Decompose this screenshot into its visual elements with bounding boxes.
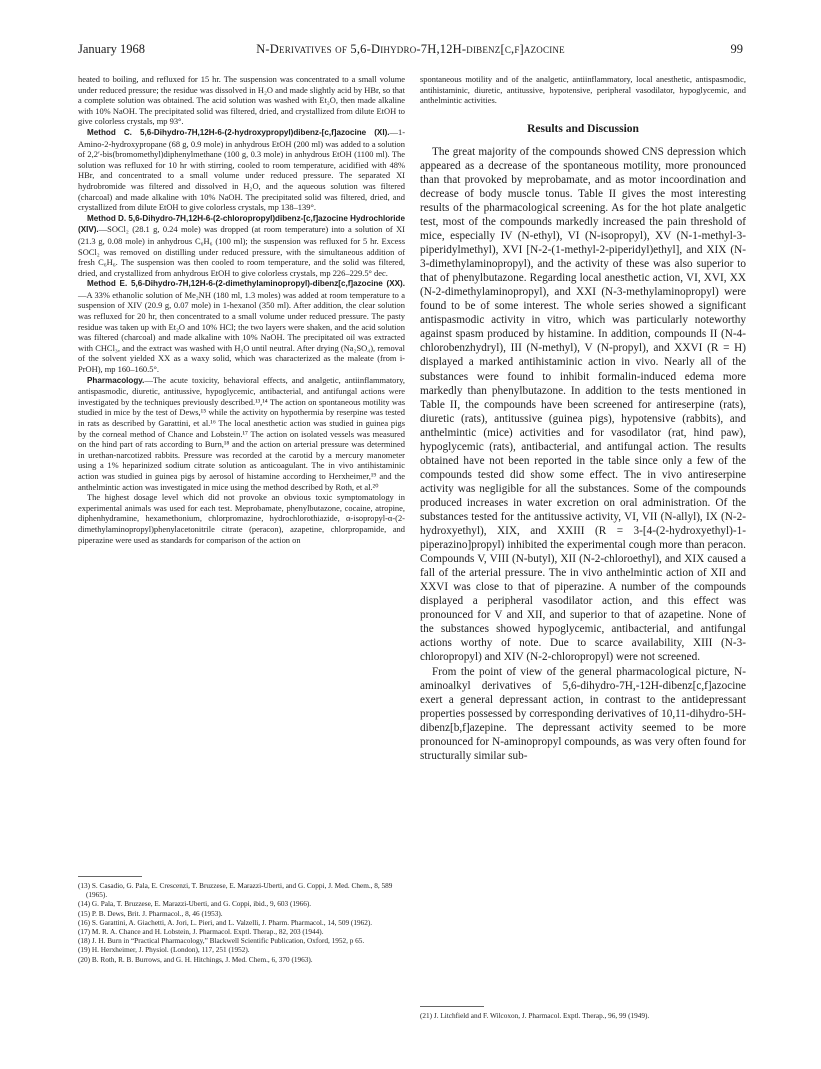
paragraph-pharmacology — [78, 375, 405, 493]
method-c-body: —1-Amino-2-hydroxypropane (68 g, 0.9 mole) in anhydrous EtOH (200 ml) was added to a solution of 2,2′-bis(bromomethyl)diphenylmethane (100 g, 0.3 mole) in anhydrous EtOH (1100 ml). The solution was refluxed for 10 hr with stirring, cooled to room temperature, acidified with 48% HBr, and concentrated to a small volume under reduced pressure. The separated XI hydrobromide was filtered and dissolved in H₂O, and the aqueous solution was filtered (charcoal) and made alkaline with 10% NaOH. The precipitated solid was filtered, dried, and crystallized from dilute EtOH to give colorless crystals, mp 138–139°. — [78, 126, 405, 213]
paragraph-method-e — [78, 278, 405, 374]
paragraph-method-b-end: heated to boiling, and refluxed for 15 hr. The suspension was concentrated to a small volume under reduced pressure; the residue was dissolved in H₂O and made slightly acid by HBr, so that a complete solution was obtained. The acid solution was washed with Et₂O, then made alkaline with 10% NaOH. The precipitated solid was filtered, dried, and crystallized from dilute EtOH to give colorless crystals, mp 93°. — [78, 74, 405, 127]
footnote-20: (20) B. Roth, R. B. Burrows, and G. H. Hitchings, J. Med. Chem., 6, 370 (1963). — [78, 955, 313, 964]
footnote-14: (14) G. Pala, T. Bruzzese, E. Marazzi-Uberti, and G. Coppi, ibid., 9, 603 (1966). — [78, 900, 312, 909]
footnote-18: (18) J. H. Burn in “Practical Pharmacology,” Blackwell Scientific Publication, Oxford, 1952, p 65. — [78, 937, 365, 946]
footnote-rule-left — [78, 876, 142, 877]
results-body-text — [420, 145, 746, 763]
footnote-16: (16) S. Garattini, A. Giachetti, A. Jori, L. Pieri, and L. Valzelli, J. Pharm. Pharmacol., 14, 509 (1962). — [78, 918, 373, 927]
footnote-rule-right — [420, 1006, 484, 1007]
paragraph-continued: spontaneous motility and of the analgetic, antiinflammatory, local anesthetic, antispasmodic, antihistaminic, diuretic, antitussive, hypotensive, peripheral vasodilator, hypoglycemic, and anthelmintic activities. — [420, 74, 746, 106]
footnote-13: (13) S. Casadio, G. Pala, E. Crescenzi, T. Bruzzese, E. Marazzi-Uberti, and G. Coppi, J. Med. Chem., 8, 589 (1965). — [78, 882, 393, 900]
right-continued-text — [420, 74, 746, 106]
method-c-heading: Method C. 5,6-Dihydro-7H,12H-6-(2-hydroxypropyl)dibenz-[c,f]azocine (XI). — [87, 127, 390, 137]
left-footnotes — [78, 882, 405, 965]
header-date: January 1968 — [78, 42, 145, 56]
section-heading-results: Results and Discussion — [527, 122, 639, 135]
results-paragraph-2: From the point of view of the general pharmacological picture, N-aminoalkyl derivatives of 5,6-dihydro-7H,-12H-dibenz[c,f]azocine exert a general depressant action, in contrast to the antidepressant properties possessed by corresponding derivatives of 10,11-dihydro-5H-dibenz[b,f]azepine. The depressant activity seemed to be more pronounced for N-aminopropyl compounds, as was very often found for structurally similar sub- — [420, 665, 746, 762]
footnote-21: (21) J. Litchfield and F. Wilcoxon, J. Pharmacol. Exptl. Therap., 96, 99 (1949). — [420, 1012, 650, 1020]
paragraph-method-d — [78, 213, 405, 279]
method-d-heading: Method D. 5,6-Dihydro-7H,12H-6-(2-chloropropyl)dibenz-[c,f]azocine Hydrochloride (XIV). — [78, 213, 405, 235]
header-title: N-Derivatives of 5,6-Dihydro-7H,12H-dibenz[c,f]azocine — [256, 42, 565, 56]
footnote-17: (17) M. R. A. Chance and H. Lobstein, J. Pharmacol. Exptl. Therap., 82, 203 (1944). — [78, 928, 324, 937]
method-e-body: —A 33% ethanolic solution of Me₂NH (180 ml, 1.3 moles) was added at room temperature to a suspension of XIV (20.9 g, 0.07 mole) in 1-hexanol (350 ml). After addition, the clear solution was refluxed for 20 hr, then concentrated to a small volume under reduced pressure. The pasty residue was taken up with Et₂O and 10% HCl; the two layers were shaken, and the acid solution was filtered (charcoal) and made alkaline with 10% NaOH. The precipitated oil was extracted with CHCl₃, and the extract was washed with H₂O until neutral. After drying (Na₂SO₄), removal of the solvent yielded XX as a waxy solid, which was characterized as the maleate (from i-PrOH), mp 160–160.5°. — [78, 289, 405, 375]
right-column — [420, 74, 746, 763]
running-header — [78, 42, 743, 58]
left-body-text — [78, 74, 405, 545]
method-d-body: —SOCl₂ (28.1 g, 0.24 mole) was dropped (at room temperature) into a solution of XI (21.3 g, 0.08 mole) in anhydrous C₆H₆ (100 ml); the suspension was refluxed for 5 hr. Excess SOCl₂ was removed on distilling under reduced pressure, with the simultaneous addition of fresh C₆H₆. The suspension was then cooled to room temperature, and the solid was filtered, dried, and crystallized from anhydrous EtOH to give colorless crystals, mp 226–229.5° dec. — [78, 224, 405, 278]
pharmacology-body: —The acute toxicity, behavioral effects, and analgetic, antiinflammatory, antispasmodic, diuretic, antitussive, hypoglycemic, antibacterial, and antifungal actions were investigated by the techniques previously described.¹³,¹⁴ The action on spontaneous motility was studied in mice by the test of Dews,¹⁵ while the activity on hypothermia by reserpine was tested in rats as described by Garattini, et al.¹⁶ The local anesthetic action was studied in guinea pigs by the corneal method of Chance and Lobstein.¹⁷ The action on isolated vessels was measured on the hind part of rats according to Burn,¹⁸ and the action on arterial pressure was determined in urethan-narcotized rabbits. Pressure was recorded at the carotid by a mercury manometer using a 1% heparinized sodium citrate solution as anticoagulant. The in vivo antihistaminic action was studied in guinea pigs by aerosol of histamine according to Herxheimer,¹⁹ and the anthelmintic action was investigated in mice using the method described by Roth, et al.²⁰ — [78, 374, 405, 492]
left-column — [78, 74, 405, 545]
page-number: 99 — [730, 42, 743, 56]
right-footnotes — [420, 1012, 746, 1021]
footnote-19: (19) H. Herxheimer, J. Physiol. (London), 117, 251 (1952). — [78, 946, 250, 955]
paragraph-method-c — [78, 127, 405, 213]
method-e-heading: Method E. 5,6-Dihydro-7H,12H-6-(2-dimethylaminopropyl)-dibenz[c,f]azocine (XX). — [87, 279, 405, 289]
paragraph-dosage: The highest dosage level which did not provoke an obvious toxic symptomatology in experimental animals was used for each test. Meprobamate, phenylbutazone, cocaine, atropine, diphenhydramine, hexamethonium, chlorpromazine, hydrochlorothiazide, α-isopropyl-α-(2-dimethylaminopropyl)phenylacetonitrile citrate (peracon), azapetine, chlorpropamide, and piperazine were used as standards for comparison of the action on — [78, 492, 405, 545]
pharmacology-heading: Pharmacology. — [87, 375, 145, 385]
results-paragraph-1: The great majority of the compounds showed CNS depression which appeared as a decrease of the spontaneous motility, more pronounced than that provoked by meprobamate, and as motor incoordination and decrease of body muscle tonus. Table II gives the most interesting results of the pharmacological screening. As for the hot plate analgetic test, most of the compounds markedly increased the pain threshold of mice, especially IV (N-ethyl), VI (N-isopropyl), XV (N-1-methyl-3-piperidylmethyl), XVI [N-2-(1-methyl-2-piperidyl)ethyl], and XIX (N-3-dimethylaminopropyl), and the activity of these was also superior to that of phenylbutazone. Regarding local anesthetic action, VI, XVI, XX (N-2-dimethylaminopropyl), and XXI (N-3-methylaminopropyl) were found to be of some interest. The whole series showed a significant antispasmodic activity in vitro, which was particularly noteworthy against spasm produced by histamine. In addition, compounds II (N-4-chlorobenzhydryl), III (N-methyl), V (N-propyl), and XXVI (R = H) displayed a marked antihistaminic action in vivo. Nearly all of the substances were found to inhibit formalin-induced edema more markedly than phenylbutazone. In addition to the tests mentioned in Table II, the compounds have been screened for antireserpine (rats), diuretic (rats), antitussive (guinea pigs), hypotensive (rabbits), and anthelmintic (mice) activities and for vasodilator (rat, hind paw), hypoglycemic (rats), antibacterial, and antifungal action. The results obtained have not been reported in the table since only a few of the compounds tested did show some effect. The in vivo antireserpine activity was negligible for all the substances. Some of the compounds produced increases in water excretion on oral administration. Of the substances tested for the antitussive activity, VI, VII (N-allyl), IX (N-2-hydroxyethyl), XIX, and XXIII (R = 3-[4-(2-hydroxyethyl)-1-piperazino]propyl) inhibited the experimental cough more than peracon. Compounds V, VIII (N-butyl), XII (N-2-chloroethyl), and XIX caused a fall of the arterial pressure. The in vivo anthelmintic action of XII and XXVI was close to that of piperazine. A number of the compounds displayed a peripheral vasodilator action, and this effect was pronounced for V and XII, and superior to that of azapetine. None of the substances showed hypoglycemic, antibacterial, and antifungal actions worthy of note. Due to scarce availability, XIII (N-3-chloropropyl) and XIV (N-2-chloropropyl) were not screened. — [420, 145, 746, 664]
footnote-15: (15) P. B. Dews, Brit. J. Pharmacol., 8, 46 (1953). — [78, 909, 223, 918]
